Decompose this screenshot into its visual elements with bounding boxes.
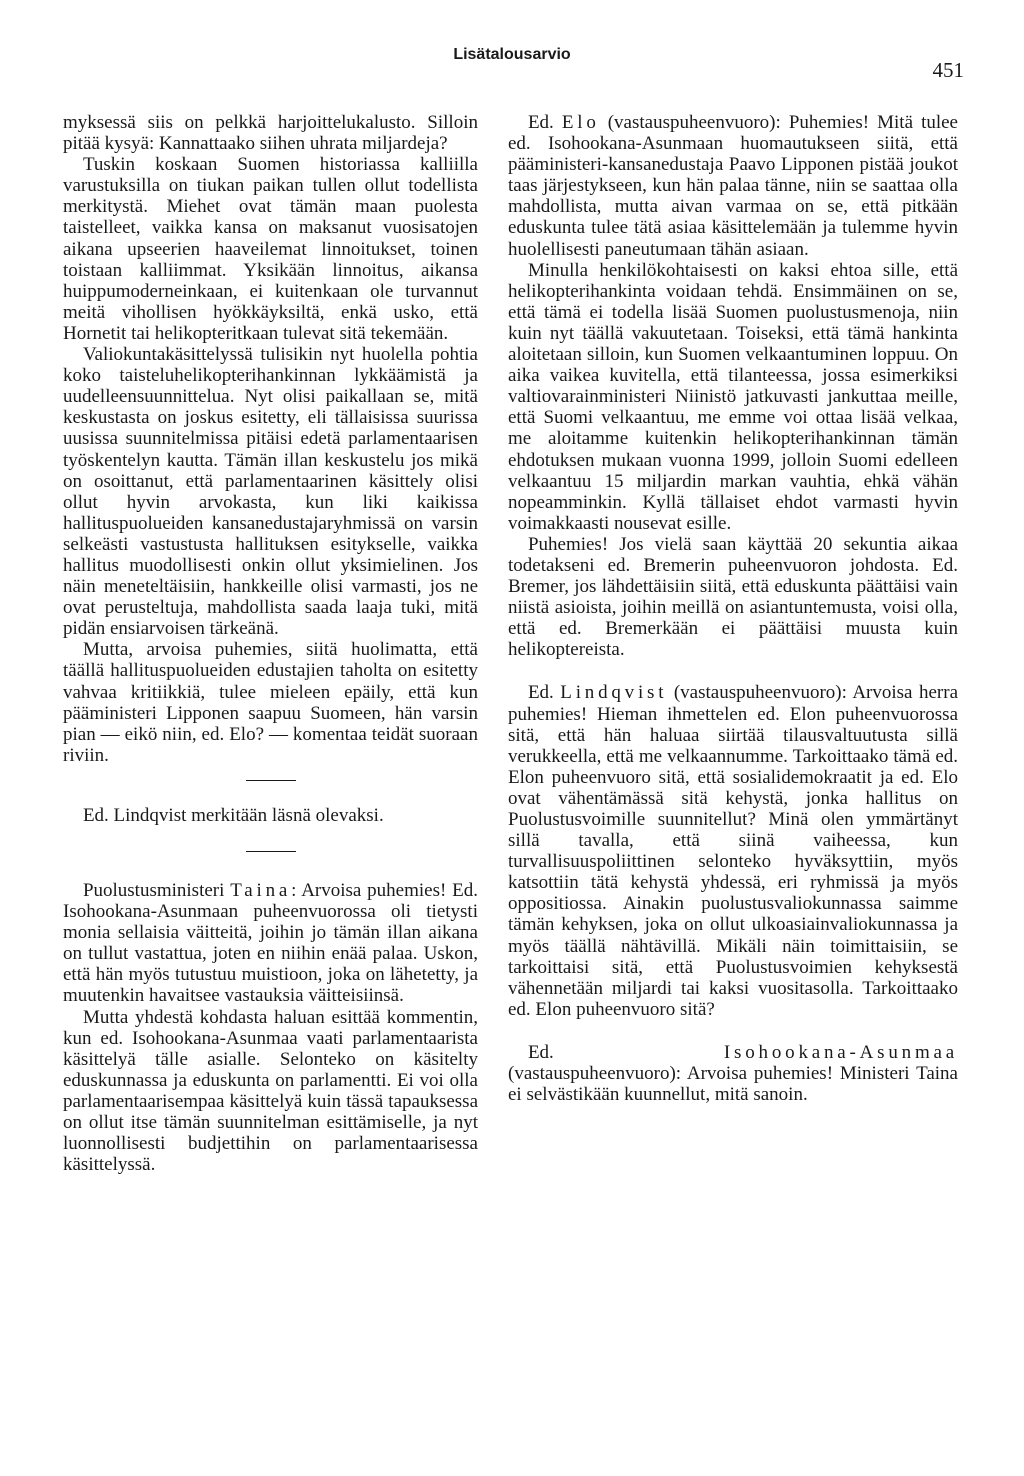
attendance-note: Ed. Lindqvist merkitään läsnä olevaksi.	[82, 804, 384, 826]
right-column	[508, 112, 958, 1105]
speech-text: : Arvoisa puhemies! Ed. Isohookana-Asunmaan puheenvuorossa oli tietysti monia sellaisia väitteitä, joihin jo tämän illan aikana on tullut vastattua, joten en niihin enää palaa. Uskon, että hän myös tutustuu muistioon, joka on lähetetty, ja muutenkin havaitsee vastauksia väitteisiinsä.	[63, 880, 478, 1007]
speech-paragraph	[63, 880, 478, 1007]
speech-text: (vastauspuheenvuoro): Arvoisa puhemies! Ministeri Taina ei selvästikään kuunnellut, mitä sanoin.	[508, 1063, 958, 1106]
speaker-title: Puolustusministeri	[82, 880, 231, 901]
paragraph: Tuskin koskaan Suomen historiassa kalliilla varustuksilla on tiukan paikan tullen ollut todellista merkitystä. Miehet ovat tämän maan puolesta taistelleet, vaikka kansa on maksanut vuosisatojen aikana upseerien haaveilemat linnoitukset, toinen toistaan kalliimmat. Yksikään linnoitus, aikansa huippumoderneinkaan, ei kuitenkaan ole turvannut meitä vihollisen hyökkäyksiltä, enkä usko, että Hornetit tai helikopteritkaan tulevat sitä tekemään.	[63, 154, 478, 344]
speech-text: (vastauspuheenvuoro): Arvoisa herra puhemies! Hieman ihmettelen ed. Elon puheenvuorossa sitä, että hän haluaa siirtää tilausvaltuutusta sillä verukkeella, että me velkaannumme. Tarkoittaako tämä ed. Elon puheenvuoro sitä, että sosialidemokraatit ja ed. Elo ovat vähentämässä sitä kehystä, jonka hallitus on Puolustusvoimille suunnitellut? Minä olen ymmärtänyt sillä tavalla, että siinä vaiheessa, kun turvallisuuspoliittinen selonteko hyväksyttiin, myös katsottiin tätä kehystä yhdessä, eri ryhmissä ja myös oppositiossa. Ainakin puolustusvaliokunnassa saimme tämän kehyksen, joka on ollut ulkoasiainvaliokunnassa ja myös täällä nähtävillä. Mikäli näin toimittaisiin, se tarkoittaisi sitä, että Puolustusvoimien kehyksestä vähennetään miljardi tai kaksi vuositasolla. Tarkoittaako ed. Elon puheenvuoro sitä?	[508, 682, 959, 1020]
speech-text: (vastauspuheenvuoro): Puhemies! Mitä tulee ed. Isohookana-Asunmaan huomautukseen siitä, että pääministeri-kansanedustaja Paavo Lipponen pistää joukot taas järjestykseen, kun hän palaa tänne, niin se saattaa olla mahdollista, mutta aivan varmaa on se, että pitkään eduskunta tulee tätä asiaa käsittelemään ja tulemme hyvin huolellisesti paneutumaan tähän asiaan.	[508, 112, 958, 260]
spacer	[508, 660, 958, 682]
speaker-title: Ed.	[527, 112, 562, 133]
paragraph: Minulla henkilökohtaisesti on kaksi ehtoa sille, että helikopterihankinta voidaan tehdä. Ensimmäinen on se, että tämä ei todella lisää Suomen puolustusmenoja, niin kuin nyt täällä vakuutetaan. Toiseksi, että tämä hankinta aloitetaan silloin, kun Suomen velkaantuminen loppuu. On aika vaikea kuvitella, että tilanteessa, jossa esimerkiksi valtiovarainministeri Niinistö jatkuvasti jankuttaa meille, että Suomi velkaantuu, me emme voi ottaa lisää velkaa, me aloitamme kuitenkin helikopterihankinnan tämän ehdotuksen mukaan vuonna 1999, jolloin Suomi edelleen velkaantuu 15 miljardin markan vauhtia, ehkä vähän nopeamminkin. Kyllä tällaiset ehdot varmasti hyvin voimakkaasti nousevat esille.	[508, 259, 958, 534]
spacer	[508, 1020, 958, 1042]
speaker-title: Ed.	[527, 1041, 724, 1063]
speech-paragraph	[508, 1042, 958, 1105]
speaker-name: Isohookana-Asunmaa	[723, 1041, 958, 1063]
paragraph: Mutta yhdestä kohdasta haluan esittää kommentin, kun ed. Isohookana-Asunmaa vaati parlamentaarista käsittelyä tälle asialle. Selonteko on käsitelty eduskunnassa ja eduskunta on parlamentti. Ei voi olla parlamentaarisempaa käsittelyä kuin tässä tapauksessa on ollut itse tämän suunnitelman esittämiselle, ja nyt luonnollisesti budjettihin on parlamentaarisessa käsittelyssä.	[63, 1006, 478, 1176]
speaker-name: Elo	[561, 112, 600, 133]
speech-paragraph	[508, 682, 958, 1020]
paragraph: Puhemies! Jos vielä saan käyttää 20 sekuntia aikaa todetakseni ed. Bremerin puheenvuoron johdosta. Ed. Bremer, jos lähdettäisiin siitä, että eduskunta päättäisi vain niistä asioista, joihin meillä on asiantuntemusta, voisi olla, että ed. Bremerkään ei päättäisi muusta kuin helikoptereista.	[508, 533, 958, 661]
left-column	[63, 112, 478, 1175]
paragraph: Valiokuntakäsittelyssä tulisikin nyt huolella pohtia koko taisteluhelikopterihankinnan lykkäämistä ja uudelleensuunnittelua. Nyt olisi paikallaan se, mitä keskustasta on joskus esitetty, eli tällaisissa suurissa uusissa suunnitelmissa pitäisi edetä parlamentaarisen työskentelyn kautta. Tämän illan keskustelu jos mikä on osoittanut, että parlamentaarinen käsittely olisi ollut hyvin arvokasta, kun liki kaikissa hallituspuolueiden kansanedustajaryhmissä on varsin selkeästi vastustusta hallituksen esitykselle, vaikka hallitus muodollisesti onkin ollut yksimielinen. Jos näin meneteltäisiin, hankkeille olisi varmasti, jos ne ovat perusteltuja, mahdollista saada laaja tuki, mitä pidän ensiarvoisen tärkeänä.	[63, 344, 478, 640]
running-header: Lisätalousarvio	[453, 46, 571, 63]
page-number: 451	[932, 58, 964, 82]
speaker-name: Taina	[230, 880, 292, 901]
speech-paragraph	[508, 112, 958, 260]
section-divider	[246, 780, 296, 781]
paragraph: Mutta, arvoisa puhemies, siitä huolimatta, että täällä hallituspuolueiden edustajien taholta on esitetty vahvaa kritiikkiä, tulee mieleen epäily, että kun pääministeri Lipponen saapuu Suomeen, hän varsin pian — eikö niin, ed. Elo? — komentaa teidät suoraan riviin.	[63, 639, 478, 766]
section-divider	[246, 851, 296, 852]
speaker-title: Ed.	[527, 682, 561, 704]
paragraph: myksessä siis on pelkkä harjoittelukalusto. Silloin pitää kysyä: Kannattaako siihen uhrata miljardeja?	[63, 112, 478, 155]
speaker-name: Lindqvist	[560, 682, 668, 704]
